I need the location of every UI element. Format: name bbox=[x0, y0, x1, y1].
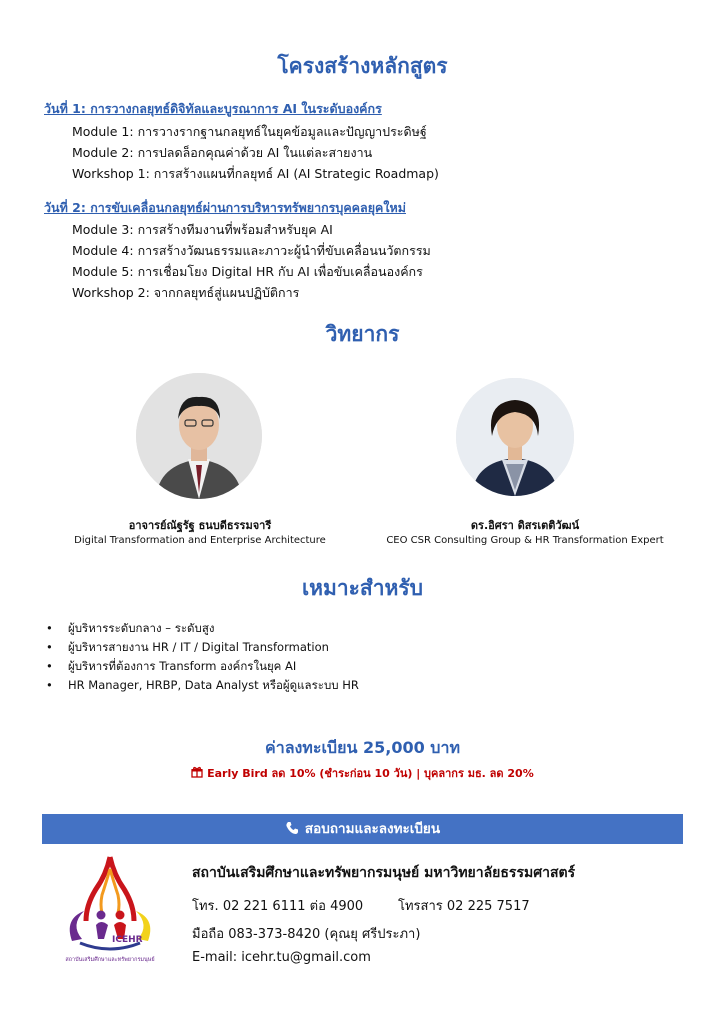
fee-label: ค่าลงทะเบียน bbox=[265, 738, 358, 757]
promo-line bbox=[0, 764, 725, 782]
module-5: Module 5: การเชื่อมโยง Digital HR กับ AI เพื่อขับเคลื่อนองค์กร bbox=[72, 264, 423, 279]
phone-line bbox=[192, 895, 363, 916]
bullet: • bbox=[46, 659, 53, 673]
module-3: Module 3: การสร้างทีมงานที่พร้อมสำหรับยุค AI bbox=[72, 222, 333, 237]
mobile-number[interactable]: 083-373-8420 (คุณยุ ศรีประภา) bbox=[228, 927, 421, 942]
fee-line bbox=[0, 736, 725, 761]
speaker-1-photo bbox=[136, 373, 262, 499]
speaker-1-title: Digital Transformation and Enterprise Architecture bbox=[74, 535, 326, 546]
fee-amount: 25,000 bbox=[362, 738, 425, 757]
tel-label: โทร. bbox=[192, 899, 219, 914]
audience-item-text: ผู้บริหารที่ต้องการ Transform องค์กรในยุค AI bbox=[68, 659, 297, 673]
speaker-2-portrait-icon bbox=[456, 378, 574, 496]
logo-caption: สถาบันเสริมศึกษาและทรัพยากรมนุษย์ bbox=[65, 957, 155, 963]
ext-number: 4900 bbox=[330, 899, 364, 914]
speaker-2-photo bbox=[456, 378, 574, 496]
email-line bbox=[192, 950, 371, 965]
mobile-label: มือถือ bbox=[192, 927, 225, 942]
mobile-line bbox=[192, 923, 420, 944]
workshop-1: Workshop 1: การสร้างแผนที่กลยุทธ์ AI (AI Strategic Roadmap) bbox=[72, 166, 439, 181]
icehr-logo-icon bbox=[56, 855, 164, 957]
day-1-title: วันที่ 1: การวางกลยุทธ์ดิจิทัลและบูรณาการ AI ในระดับองค์กร bbox=[44, 101, 382, 116]
module-1: Module 1: การวางรากฐานกลยุทธ์ในยุคข้อมูลและปัญญาประดิษฐ์ bbox=[72, 124, 427, 139]
bullet: • bbox=[46, 621, 53, 635]
audience-item bbox=[46, 620, 214, 638]
speaker-1-name: อาจารย์ณัฐรัฐ ธนบดีธรรมจารี bbox=[128, 519, 272, 532]
speakers-heading: วิทยากร bbox=[325, 322, 400, 346]
audience-item-text: HR Manager, HRBP, Data Analyst หรือผู้ดูแลระบบ HR bbox=[68, 678, 359, 692]
audience-item-text: ผู้บริหารระดับกลาง – ระดับสูง bbox=[68, 621, 215, 635]
fee-currency: บาท bbox=[430, 738, 460, 757]
email-label: E-mail: bbox=[192, 950, 238, 965]
audience-item bbox=[46, 677, 359, 695]
audience-item-text: ผู้บริหารสายงาน HR / IT / Digital Transformation bbox=[68, 640, 329, 654]
bullet: • bbox=[46, 640, 53, 654]
promo-text: Early Bird ลด 10% (ชำระก่อน 10 วัน) | บุคลากร มธ. ลด 20% bbox=[207, 767, 534, 780]
icehr-logo bbox=[56, 855, 164, 973]
gift-icon bbox=[191, 766, 203, 778]
register-banner[interactable] bbox=[42, 814, 683, 844]
fax-label: โทรสาร bbox=[398, 899, 443, 914]
logo-acronym: ICEHR bbox=[112, 935, 143, 945]
bullet: • bbox=[46, 678, 53, 692]
speaker-1-portrait-icon bbox=[136, 373, 262, 499]
org-name: สถาบันเสริมศึกษาและทรัพยากรมนุษย์ มหาวิทยาลัยธรรมศาสตร์ bbox=[192, 865, 576, 881]
day-2-title: วันที่ 2: การขับเคลื่อนกลยุทธ์ผ่านการบริหารทรัพยากรบุคคลยุคใหม่ bbox=[44, 200, 406, 215]
phone-icon bbox=[285, 821, 299, 835]
module-2: Module 2: การปลดล็อกคุณค่าด้วย AI ในแต่ละสายงาน bbox=[72, 145, 373, 160]
audience-heading: เหมาะสำหรับ bbox=[302, 576, 423, 600]
fax-line bbox=[398, 895, 530, 916]
audience-item bbox=[46, 639, 329, 657]
speaker-2-name: ดร.อิศรา ดิสรเตติวัฒน์ bbox=[470, 519, 580, 532]
module-4: Module 4: การสร้างวัฒนธรรมและภาวะผู้นำที่ขับเคลื่อนนวัตกรรม bbox=[72, 243, 431, 258]
register-banner-label: สอบถามและลงทะเบียน bbox=[304, 821, 441, 837]
workshop-2: Workshop 2: จากกลยุทธ์สู่แผนปฏิบัติการ bbox=[72, 285, 300, 300]
audience-item bbox=[46, 658, 296, 676]
ext-label: ต่อ bbox=[309, 899, 326, 914]
tel-number[interactable]: 02 221 6111 bbox=[222, 899, 306, 914]
speaker-2-title: CEO CSR Consulting Group & HR Transformation Expert bbox=[386, 535, 664, 546]
email-address[interactable]: icehr.tu@gmail.com bbox=[241, 950, 371, 965]
course-heading: โครงสร้างหลักสูตร bbox=[277, 54, 448, 78]
fax-number: 02 225 7517 bbox=[446, 899, 530, 914]
